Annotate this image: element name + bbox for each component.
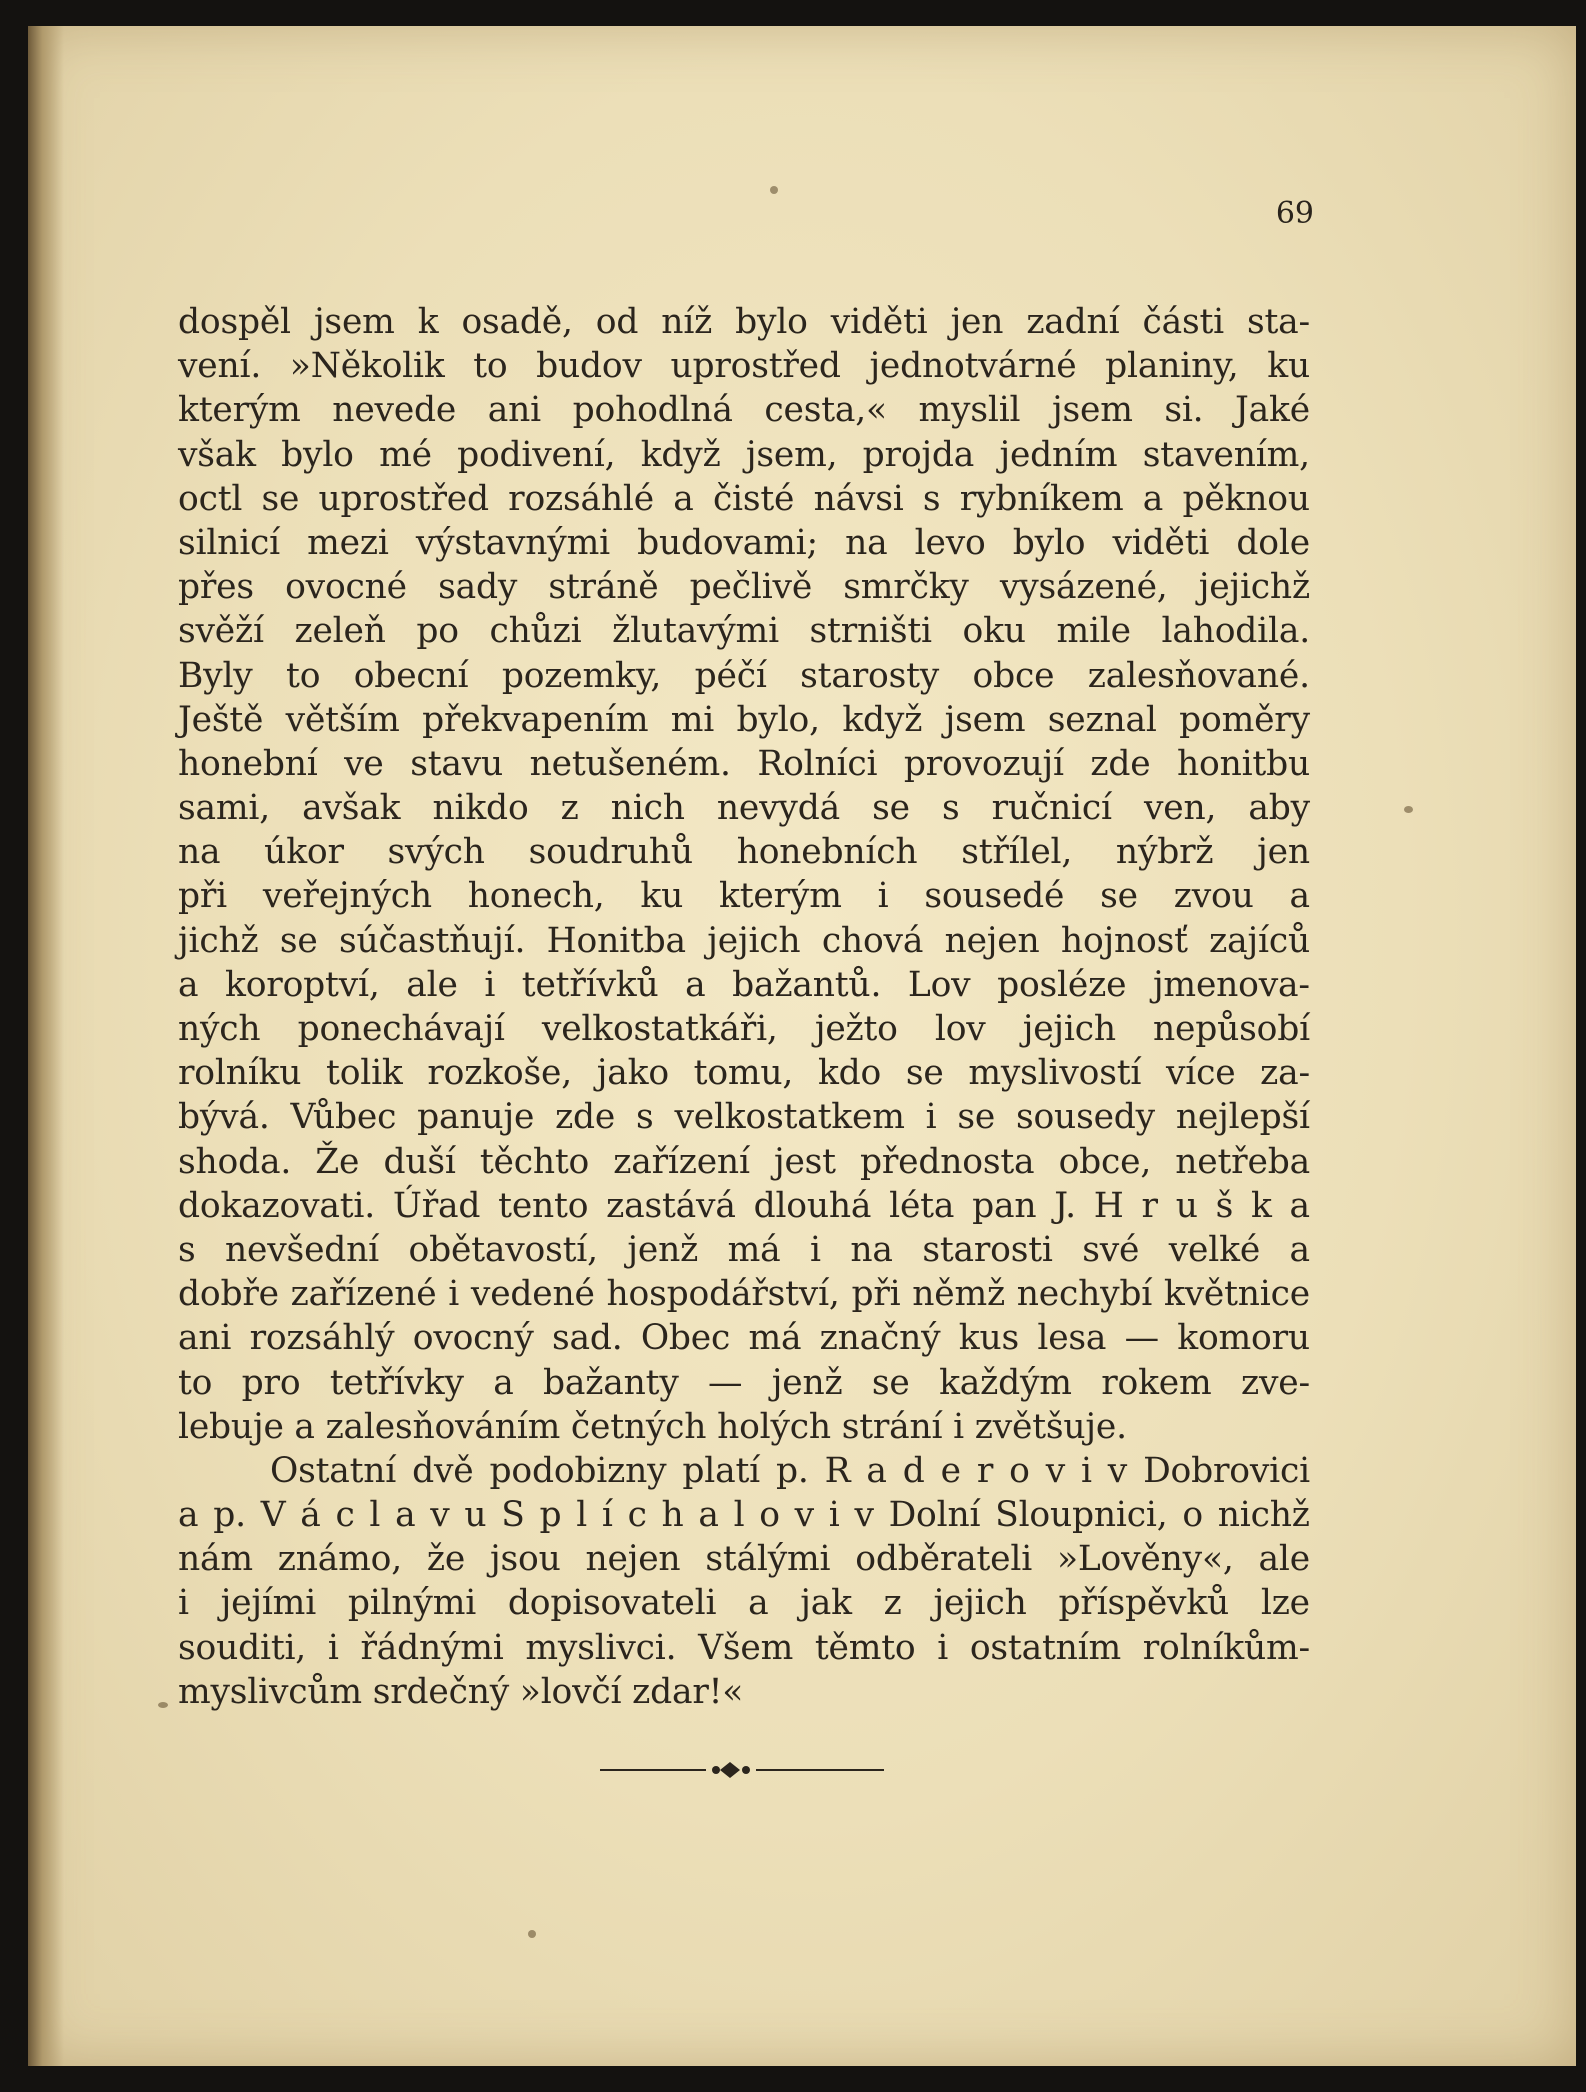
- text-line: bývá. Vůbec panuje zde s velkostatkem i se sousedy nejlepší: [178, 1097, 1310, 1138]
- text-line: a koroptví, ale i tetřívků a bažantů. Lov posléze jmenova-: [178, 964, 1310, 1005]
- text-line: svěží zeleň po chůzi žlutavými strništi oku mile lahodila.: [178, 611, 1310, 652]
- text-line: a p. V á c l a v u S p l í c h a l o v i v Dolní Sloupnici, o nichž: [178, 1495, 1310, 1536]
- text-line: však bylo mé podivení, když jsem, projda jedním stavením,: [178, 434, 1310, 475]
- text-line: při veřejných honech, ku kterým i sousedé se zvou a: [178, 876, 1310, 917]
- text-line: myslivcům srdečný »lovčí zdar!«: [178, 1671, 744, 1712]
- text-line: i jejími pilnými dopisovateli a jak z jejich příspěvků lze: [178, 1583, 1310, 1624]
- page-number: 69: [1275, 196, 1314, 231]
- text-line: octl se uprostřed rozsáhlé a čisté návsi s rybníkem a pěknou: [178, 478, 1310, 519]
- text-line: sami, avšak nikdo z nich nevydá se s ručnicí ven, aby: [178, 788, 1310, 829]
- text-line: nám známo, že jsou nejen stálými odběrateli »Lověny«, ale: [178, 1539, 1310, 1580]
- text-line: kterým nevede ani pohodlná cesta,« myslil jsem si. Jaké: [178, 390, 1310, 431]
- text-line: rolníku tolik rozkoše, jako tomu, kdo se myslivostí více za-: [178, 1053, 1310, 1094]
- text-line: přes ovocné sady stráně pečlivě smrčky vysázené, jejichž: [178, 567, 1310, 608]
- text-line: dobře zařízené i vedené hospodářství, při němž nechybí květnice: [178, 1274, 1310, 1315]
- text-line: ani rozsáhlý ovocný sad. Obec má značný kus lesa — komoru: [178, 1318, 1310, 1359]
- text-line: Ostatní dvě podobizny platí p. R a d e r o v i v Dobrovici: [270, 1450, 1310, 1491]
- paper-spot: [158, 1702, 168, 1708]
- text-line: Byly to obecní pozemky, péčí starosty obce zalesňované.: [178, 655, 1310, 696]
- text-line: lebuje a zalesňováním četných holých strání i zvětšuje.: [178, 1406, 1127, 1447]
- body-text: [178, 300, 1310, 1714]
- text-line: Ještě větším překvapením mi bylo, když jsem seznal poměry: [178, 699, 1310, 740]
- section-end-ornament: [600, 1758, 884, 1782]
- text-line: silnicí mezi výstavnými budovami; na levo bylo viděti dole: [178, 522, 1310, 563]
- page-gutter: [28, 26, 64, 2066]
- paper-spot: [528, 1930, 536, 1938]
- text-line: na úkor svých soudruhů honebních střílel, nýbrž jen: [178, 832, 1310, 873]
- text-line: to pro tetřívky a bažanty — jenž se každým rokem zve-: [178, 1362, 1310, 1403]
- paper-spot: [1404, 806, 1413, 813]
- text-line: souditi, i řádnými myslivci. Všem těmto i ostatním rolníkům-: [178, 1627, 1310, 1668]
- text-line: s nevšední obětavostí, jenž má i na starosti své velké a: [178, 1229, 1310, 1270]
- paper-spot: [770, 186, 778, 194]
- text-line: shoda. Že duší těchto zařízení jest přednosta obce, netřeba: [178, 1141, 1310, 1182]
- text-line: ných ponechávají velkostatkáři, ježto lov jejich nepůsobí: [178, 1009, 1310, 1049]
- text-line: vení. »Několik to budov uprostřed jednotvárné planiny, ku: [178, 346, 1310, 387]
- text-line: jichž se súčastňují. Honitba jejich chová nejen hojnosť zajíců: [178, 920, 1310, 961]
- text-line: dospěl jsem k osadě, od níž bylo viděti jen zadní části sta-: [178, 302, 1310, 342]
- text-line: dokazovati. Úřad tento zastává dlouhá léta pan J. H r u š k a: [178, 1185, 1310, 1226]
- text-line: honební ve stavu netušeném. Rolníci provozují zde honitbu: [178, 743, 1310, 784]
